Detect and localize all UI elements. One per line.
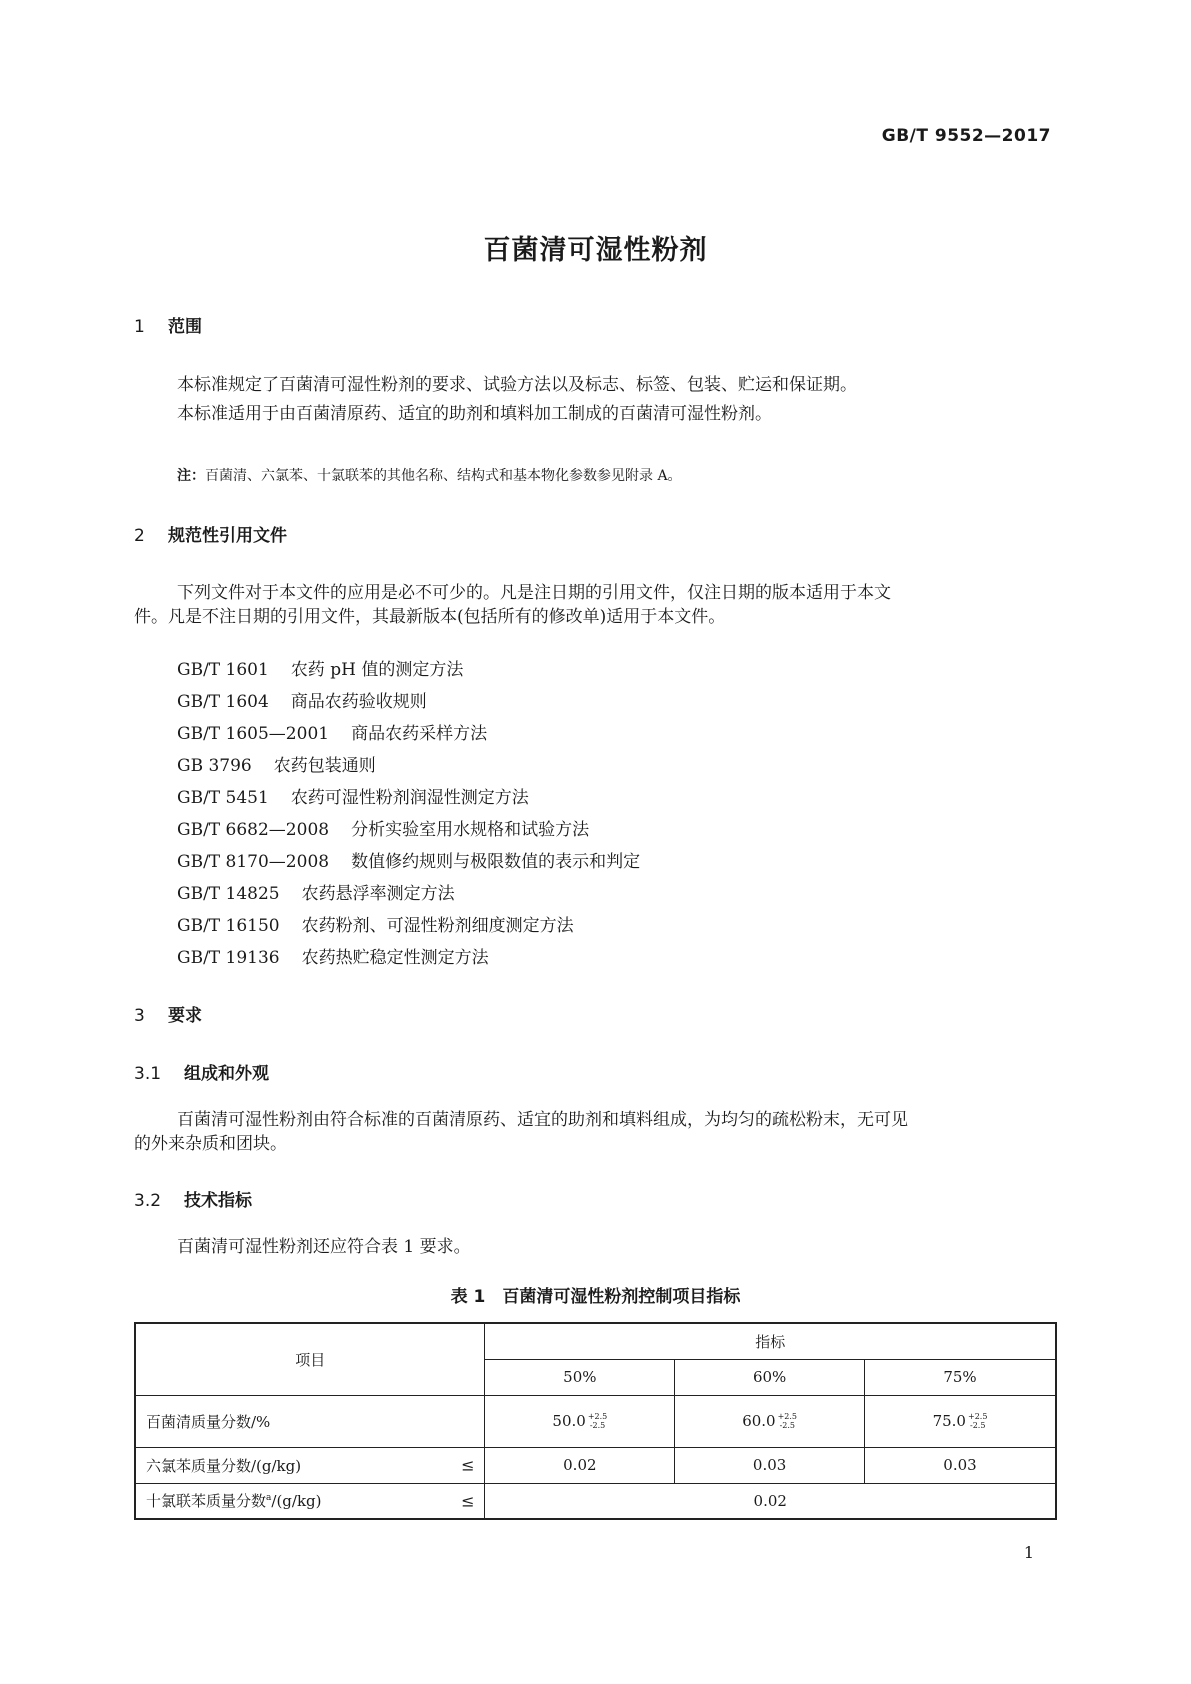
table-header-grade: 50% — [485, 1359, 675, 1395]
less-equal-sign: ≤ — [461, 1491, 475, 1511]
reference-name: 农药可湿性粉剂润湿性测定方法 — [290, 788, 529, 808]
reference-code: GB/T 1601 — [177, 660, 269, 680]
table-header-index: 指标 — [485, 1323, 1056, 1359]
value-base: 75.0 — [932, 1412, 966, 1430]
section-3-1-para-line-2: 的外来杂质和团块。 — [134, 1134, 287, 1154]
section-number: 3.1 — [134, 1064, 162, 1084]
reference-code: GB/T 8170—2008 — [177, 852, 330, 872]
section-number: 2 — [134, 526, 145, 546]
value-base: 50.0 — [552, 1412, 586, 1430]
reference-item — [177, 655, 463, 680]
reference-item — [177, 911, 574, 936]
row-label-unit: /(g/kg) — [271, 1492, 322, 1511]
reference-code: GB/T 6682—2008 — [177, 820, 330, 840]
reference-code: GB 3796 — [177, 756, 252, 776]
table-caption: 表 1 百菌清可湿性粉剂控制项目指标 — [450, 1287, 741, 1307]
table-cell — [675, 1395, 865, 1447]
reference-name: 农药悬浮率测定方法 — [301, 884, 455, 904]
table-header-item: 项目 — [135, 1323, 485, 1395]
section-number: 3.2 — [134, 1191, 162, 1211]
reference-item — [177, 751, 376, 776]
page-number: 1 — [1023, 1543, 1034, 1562]
reference-name: 分析实验室用水规格和试验方法 — [351, 820, 590, 840]
section-3-1-heading — [134, 1059, 269, 1084]
reference-name: 农药热贮稳定性测定方法 — [301, 948, 489, 968]
tolerance-minus: -2.5 — [589, 1421, 606, 1430]
value-base: 60.0 — [742, 1412, 776, 1430]
note-label: 注： — [177, 468, 205, 484]
section-2-para-line-1: 下列文件对于本文件的应用是必不可少的。凡是注日期的引用文件，仅注日期的版本适用于本文 — [177, 583, 891, 603]
row-label-text: 六氯苯质量分数/(g/kg) — [146, 1456, 302, 1475]
tolerance-minus: -2.5 — [969, 1421, 986, 1430]
section-1-note — [177, 465, 682, 485]
reference-item — [177, 943, 489, 968]
table-row-label — [135, 1483, 485, 1519]
table-row-label: 百菌清质量分数/% — [135, 1395, 485, 1447]
table-header-grade: 60% — [675, 1359, 865, 1395]
reference-code: GB/T 1605—2001 — [177, 724, 330, 744]
table-cell: 0.03 — [675, 1447, 865, 1483]
section-3-heading — [134, 1001, 202, 1026]
section-2-para-line-2: 件。凡是不注日期的引用文件，其最新版本(包括所有的修改单)适用于本文件。 — [134, 607, 726, 627]
reference-item — [177, 847, 640, 872]
reference-code: GB/T 1604 — [177, 692, 269, 712]
table-cell: 0.03 — [865, 1447, 1057, 1483]
tolerance-plus: +2.5 — [967, 1412, 988, 1421]
reference-name: 商品农药验收规则 — [290, 692, 427, 712]
reference-item — [177, 719, 487, 744]
tolerance-plus: +2.5 — [587, 1412, 608, 1421]
table-cell-merged: 0.02 — [485, 1483, 1056, 1519]
reference-item — [177, 815, 589, 840]
section-title: 组成和外观 — [184, 1064, 269, 1084]
table-cell: 0.02 — [485, 1447, 675, 1483]
row-label-text: 十氯联苯质量分数 — [146, 1492, 267, 1511]
reference-item — [177, 687, 427, 712]
section-title: 规范性引用文件 — [168, 526, 287, 546]
section-1-para-2: 本标准适用于由百菌清原药、适宜的助剂和填料加工制成的百菌清可湿性粉剂。 — [177, 404, 772, 424]
reference-code: GB/T 19136 — [177, 948, 280, 968]
reference-name: 数值修约规则与极限数值的表示和判定 — [351, 852, 641, 872]
table-row-label — [135, 1447, 485, 1483]
reference-item — [177, 783, 529, 808]
note-text: 百菌清、六氯苯、十氯联苯的其他名称、结构式和基本物化参数参见附录 A。 — [205, 468, 682, 484]
section-number: 3 — [134, 1006, 145, 1026]
reference-name: 农药粉剂、可湿性粉剂细度测定方法 — [301, 916, 574, 936]
table-cell — [485, 1395, 675, 1447]
section-3-2-para: 百菌清可湿性粉剂还应符合表 1 要求。 — [177, 1237, 471, 1257]
table-cell — [865, 1395, 1057, 1447]
section-title: 范围 — [168, 317, 202, 337]
table-header-grade: 75% — [865, 1359, 1057, 1395]
section-title: 技术指标 — [184, 1191, 252, 1211]
reference-code: GB/T 14825 — [177, 884, 280, 904]
reference-code: GB/T 16150 — [177, 916, 280, 936]
reference-name: 商品农药采样方法 — [351, 724, 488, 744]
section-number: 1 — [134, 317, 145, 337]
section-3-1-para-line-1: 百菌清可湿性粉剂由符合标准的百菌清原药、适宜的助剂和填料组成，为均匀的疏松粉末，无可见 — [177, 1110, 908, 1130]
less-equal-sign: ≤ — [461, 1455, 475, 1475]
section-2-heading — [134, 521, 287, 546]
reference-code: GB/T 5451 — [177, 788, 269, 808]
footnote-marker: a — [266, 1493, 272, 1504]
reference-name: 农药包装通则 — [273, 756, 376, 776]
reference-item — [177, 879, 455, 904]
document-title: 百菌清可湿性粉剂 — [483, 235, 708, 266]
standard-code: GB/T 9552—2017 — [881, 126, 1051, 146]
tolerance-minus: -2.5 — [779, 1421, 796, 1430]
tolerance-plus: +2.5 — [777, 1412, 798, 1421]
section-1-heading — [134, 312, 202, 337]
reference-name: 农药 pH 值的测定方法 — [290, 660, 464, 680]
section-title: 要求 — [168, 1006, 202, 1026]
spec-table — [134, 1322, 1057, 1520]
section-3-2-heading — [134, 1186, 252, 1211]
section-1-para-1: 本标准规定了百菌清可湿性粉剂的要求、试验方法以及标志、标签、包装、贮运和保证期。 — [177, 375, 857, 395]
